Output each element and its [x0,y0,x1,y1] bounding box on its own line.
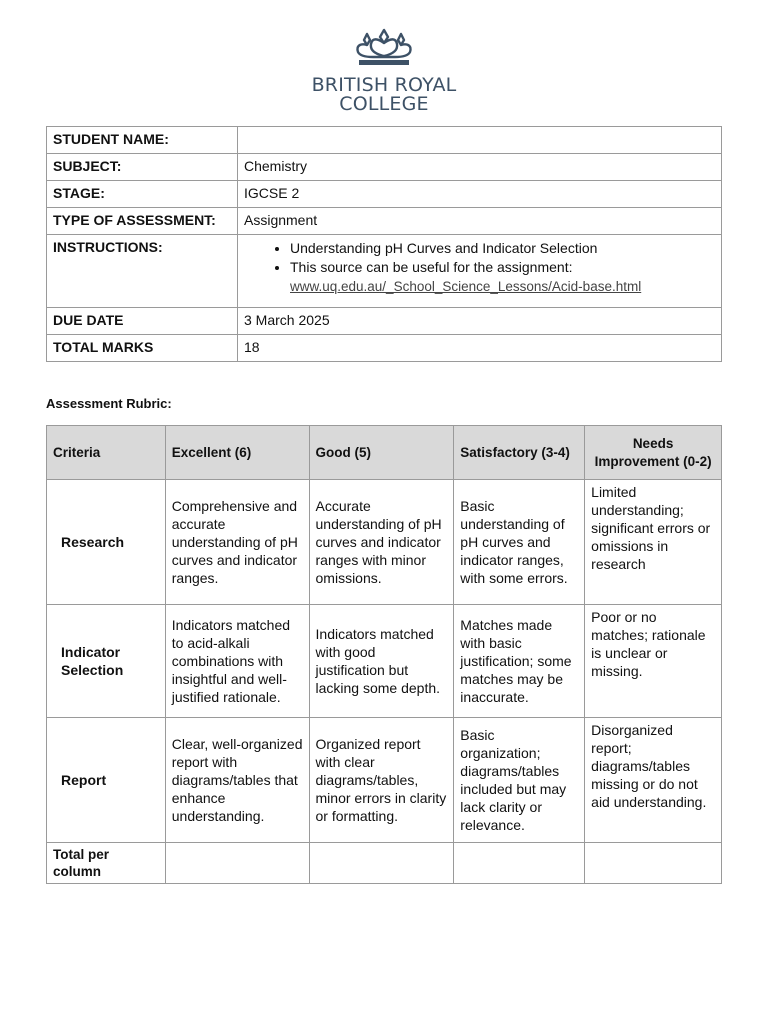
stage-row [47,181,722,208]
header-excellent: Excellent (6) [165,426,309,480]
research-satisfactory: Basic understanding of pH curves and indicator ranges, with some errors. [454,480,585,605]
research-excellent: Comprehensive and accurate understanding of pH curves and indicator ranges. [165,480,309,605]
instructions-label: INSTRUCTIONS: [47,235,238,308]
rubric-title: Assessment Rubric: [46,396,172,411]
instructions-list [244,239,715,296]
instruction-text: This source can be useful for the assignment: [290,259,573,275]
student-name-value [238,127,722,154]
research-good: Accurate understanding of pH curves and indicator ranges with minor omissions. [309,480,454,605]
subject-row [47,154,722,181]
rubric-row-research [47,480,722,605]
due-date-row [47,308,722,335]
type-value: Assignment [238,208,722,235]
rubric-header-row [47,426,722,480]
total-good [309,843,454,884]
report-satisfactory: Basic organization; diagrams/tables included but may lack clarity or relevance. [454,718,585,843]
criteria-indicator-selection: Indicator Selection [47,605,166,718]
instructions-cell [238,235,722,308]
report-excellent: Clear, well-organized report with diagrams/tables that enhance understanding. [165,718,309,843]
criteria-report: Report [47,718,166,843]
student-name-label: STUDENT NAME: [47,127,238,154]
criteria-research: Research [47,480,166,605]
indicator-satisfactory: Matches made with basic justification; some matches may be inaccurate. [454,605,585,718]
header-good: Good (5) [309,426,454,480]
stage-label: STAGE: [47,181,238,208]
student-info-table [46,126,722,362]
subject-value: Chemistry [238,154,722,181]
rubric-row-report [47,718,722,843]
assessment-rubric-table [46,425,722,884]
total-marks-label: TOTAL MARKS [47,335,238,362]
instruction-item [290,258,715,296]
logo-line-1: BRITISH ROYAL [311,74,457,96]
total-satisfactory [454,843,585,884]
source-link[interactable]: www.uq.edu.au/_School_Science_Lessons/Acid-base.html [290,279,642,294]
report-needs-improvement: Disorganized report; diagrams/tables missing or do not aid understanding. [585,718,722,843]
logo-line-2: COLLEGE [339,93,429,115]
research-needs-improvement: Limited understanding; significant errors or omissions in research [585,480,722,605]
rubric-total-row [47,843,722,884]
total-marks-row [47,335,722,362]
due-date-value: 3 March 2025 [238,308,722,335]
college-logo [0,26,768,114]
type-row [47,208,722,235]
type-label: TYPE OF ASSESSMENT: [47,208,238,235]
total-per-column-label: Total per column [47,843,166,884]
total-needs-improvement [585,843,722,884]
indicator-excellent: Indicators matched to acid-alkali combinations with insightful and well-justified rationale. [165,605,309,718]
subject-label: SUBJECT: [47,154,238,181]
total-marks-value: 18 [238,335,722,362]
indicator-good: Indicators matched with good justification but lacking some depth. [309,605,454,718]
instruction-item: • Understanding pH Curves and Indicator Selection [290,239,715,258]
crown-icon [353,26,415,72]
due-date-label: DUE DATE [47,308,238,335]
instructions-row [47,235,722,308]
student-name-row [47,127,722,154]
stage-value: IGCSE 2 [238,181,722,208]
report-good: Organized report with clear diagrams/tables, minor errors in clarity or formatting. [309,718,454,843]
header-needs-improvement: Needs Improvement (0-2) [585,426,722,480]
header-criteria: Criteria [47,426,166,480]
indicator-needs-improvement: Poor or no matches; rationale is unclear or missing. [585,605,722,718]
header-satisfactory: Satisfactory (3-4) [454,426,585,480]
total-excellent [165,843,309,884]
rubric-row-indicator-selection [47,605,722,718]
